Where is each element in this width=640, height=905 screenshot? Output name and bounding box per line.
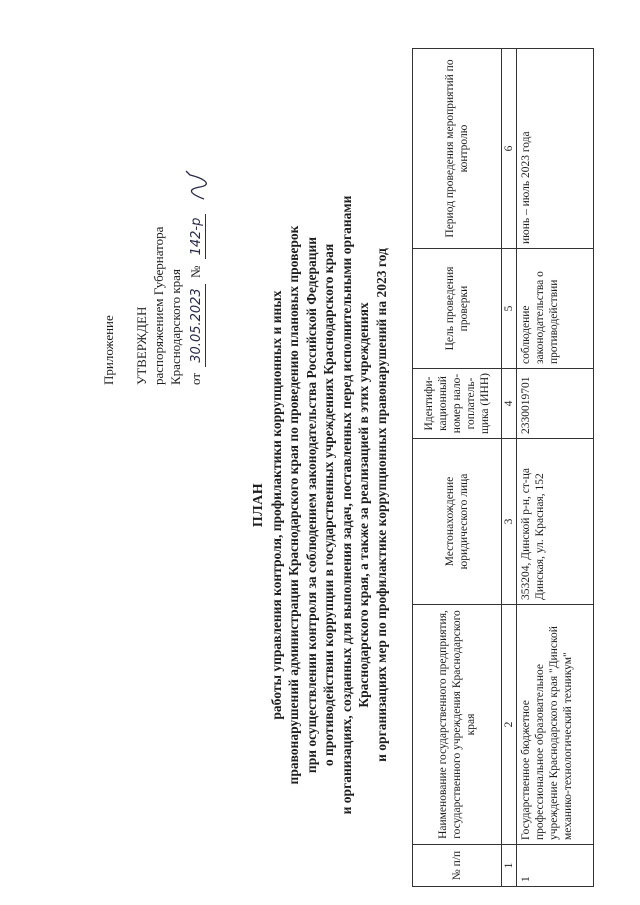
heading-line: Краснодарского края, а также за реализацией в этих учреждениях [356, 302, 371, 708]
column-number: 4 [502, 369, 517, 439]
heading-line: правонарушений администрации Краснодарского края по проведению плановых проверок [286, 225, 301, 785]
header-number: № п/п [413, 845, 502, 887]
header-inn: Идентифи-кационный номер нало-гоплатель-щика (ИНН) [413, 369, 502, 439]
from-label: от [187, 372, 203, 385]
approval-block [100, 55, 210, 385]
inspection-purpose: соблюдение законодательства о противодействии [517, 249, 594, 369]
column-number: 3 [502, 439, 517, 605]
handwritten-number: 142-р [188, 214, 206, 260]
plan-title: ПЛАН [251, 482, 266, 528]
header-institution-name: Наименование государственного предприятия, государственного учреждения Краснодарского края [413, 605, 502, 845]
table-row [517, 49, 594, 887]
column-number: 5 [502, 249, 517, 369]
column-number: 2 [502, 605, 517, 845]
signature-flourish-icon [184, 167, 210, 201]
order-line: распоряжением Губернатора [151, 226, 166, 385]
row-number: 1 [517, 845, 594, 887]
heading-line: и организациях, созданных для выполнения задач, поставленных перед исполнительными органами [338, 195, 354, 815]
header-purpose: Цель проведения проверки [413, 249, 502, 369]
appendix-title: Приложение [101, 315, 116, 385]
approved-label: УТВЕРЖДЕН [134, 306, 149, 385]
plan-heading [250, 145, 390, 865]
header-period: Период проведения мероприятий по контролю [413, 49, 502, 249]
region-line: Краснодарского края [168, 269, 183, 385]
column-number: 1 [502, 845, 517, 887]
number-label: № [187, 265, 203, 279]
institution-inn: 2330019701 [517, 369, 594, 439]
inspection-period: июнь – июль 2023 года [517, 49, 594, 249]
heading-line: работы управления контроля, профилактики коррупционных и иных [268, 290, 284, 720]
table-header-row [413, 49, 502, 887]
institution-name: Государственное бюджетное профессиональное образовательное учреждение Краснодарского края "Динской механико-технологический техникум" [517, 605, 594, 845]
institution-address: 353204, Динской р-н, ст-ца Динская, ул. Красная, 152 [517, 439, 594, 605]
handwritten-date: 30.05.2023 [188, 284, 206, 366]
column-number: 6 [502, 49, 517, 249]
heading-line: о противодействии коррупции в государственных учреждениях Краснодарского края [321, 243, 336, 767]
column-numbers-row [502, 49, 517, 887]
heading-line: при осуществлении контроля за соблюдением законодательства Российской Федерации [303, 236, 319, 774]
inspection-plan-table [412, 48, 594, 887]
header-location: Местонахождение юридического лица [413, 439, 502, 605]
date-number-line [184, 55, 210, 385]
heading-line: и организациях мер по профилактике коррупционных правонарушений на 2023 год [373, 248, 389, 762]
